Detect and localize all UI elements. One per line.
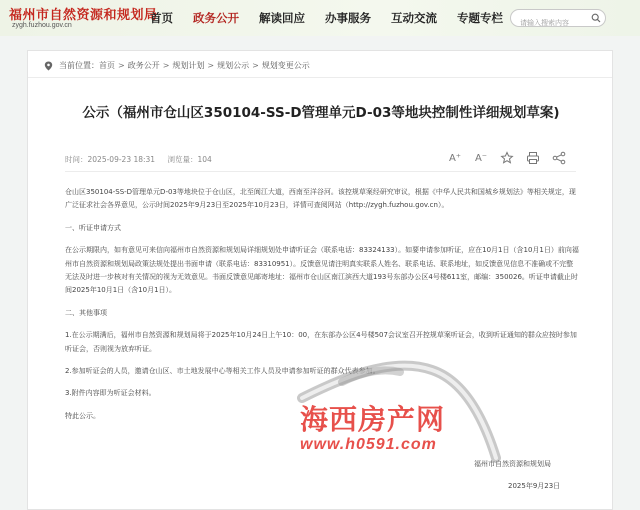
breadcrumb-home[interactable]: 首页 <box>99 61 115 70</box>
search-icon[interactable] <box>591 13 601 23</box>
breadcrumb-prefix: 当前位置： <box>59 61 99 70</box>
breadcrumb-separator: > <box>118 61 125 70</box>
site-header <box>0 0 640 36</box>
breadcrumb-divider <box>28 77 613 78</box>
article-paragraph-closing: 特此公示。 <box>65 411 100 420</box>
breadcrumb-planning[interactable]: 规划计划 <box>172 61 205 70</box>
breadcrumb-separator: > <box>252 61 259 70</box>
watermark-url: www.h0591.com <box>300 436 437 453</box>
breadcrumb-planning-change-notice[interactable]: 规划变更公示 <box>261 61 310 70</box>
site-logo-url: zygh.fuzhou.gov.cn <box>12 22 72 29</box>
article-paragraph-item-3: 3.附件内容即为听证会材料。 <box>65 389 156 398</box>
location-icon <box>44 61 53 71</box>
article-tools <box>448 151 578 165</box>
article-signature: 福州市自然资源和规划局 <box>474 460 551 468</box>
breadcrumb-planning-notice[interactable]: 规划公示 <box>217 61 250 70</box>
breadcrumb <box>44 60 310 71</box>
search-input[interactable] <box>511 15 587 31</box>
article-views: 浏览量：104 <box>167 155 212 164</box>
article-paragraph-item-2: 2.参加听证会的人员，邀请仓山区、市土地发展中心等相关工作人员及申请参加听证的群众代表参加。 <box>65 367 380 376</box>
article-title: 公示（福州市仓山区350104-SS-D管理单元D-03等地块控制性详细规划草案) <box>82 105 560 121</box>
font-decrease-label: A⁻ <box>474 152 488 164</box>
article-meta <box>65 154 222 165</box>
nav-item-government-affairs[interactable]: 政务公开 <box>193 11 239 25</box>
article-paragraph-item-1: 1.在公示期满后，福州市自然资源和规划局将于2025年10月24日上午10：00，在东部办公区4号楼507会议室召开控规草案听证会，收到听证通知的群众应按时参加听证会，否则视为放弃听证。 <box>65 331 577 353</box>
font-increase-label: A⁺ <box>448 152 462 164</box>
watermark-text: 海西房产网 <box>300 403 446 436</box>
article-date: 2025年9月23日 <box>508 482 561 490</box>
breadcrumb-separator: > <box>207 61 215 70</box>
nav-item-home[interactable]: 首页 <box>150 11 173 25</box>
nav-item-services[interactable]: 办事服务 <box>325 11 371 25</box>
print-icon[interactable] <box>526 151 540 165</box>
star-icon[interactable] <box>500 151 514 165</box>
meta-divider <box>65 171 576 172</box>
article-paragraph-intro: 仓山区350104-SS-D管理单元D-03等地块位于仓山区，北至阆江大道，西南至洋谷河。该控规草案经研究审议，根据《中华人民共和国城乡规划法》等相关规定，现广泛征求社会各界意见，公示时间2025年9月23日至2025年10月23日，详情可查阅网站（http://zygh.fuzhou.gov.cn）。 <box>65 188 576 210</box>
search-box <box>510 9 606 27</box>
breadcrumb-government-affairs[interactable]: 政务公开 <box>127 61 160 70</box>
font-decrease-button[interactable] <box>474 151 488 165</box>
site-logo-title[interactable]: 福州市自然资源和规划局 <box>9 8 158 23</box>
share-icon[interactable] <box>552 151 566 165</box>
font-increase-button[interactable] <box>448 151 462 165</box>
nav-item-topics[interactable]: 专题专栏 <box>457 11 503 25</box>
article-section-heading-other: 二、其他事项 <box>65 308 107 317</box>
article-paragraph-hearing: 在公示期限内，如有意见可来信向福州市自然资源和规划局详细规划处申请听证会（联系电话：83324133）。如要申请参加听证，应在10月1日（含10月1日）前向福州市自然资源和规划局政策法规处提出书面申请（联系电话：83310951）。反馈意见请注明真实联系人姓名、联系电话、联系地址，如反馈意见信息不准确或不完整无法及时进一步核对有关情况的视为无效意见。书面反馈意见邮寄地址：福州市仓山区南江滨西大道193号东部办公区4号楼611室，邮编：350026。听证申请截止时间2025年10月1日（含10月1日）。 <box>65 246 579 295</box>
main-nav <box>150 0 523 36</box>
breadcrumb-separator: > <box>162 61 170 70</box>
nav-item-interaction[interactable]: 互动交流 <box>391 11 437 25</box>
article-section-heading-hearing: 一、听证申请方式 <box>65 223 121 232</box>
nav-item-interpretation[interactable]: 解读回应 <box>259 11 305 25</box>
article-time: 时间：2025-09-23 18:31 <box>65 155 156 164</box>
